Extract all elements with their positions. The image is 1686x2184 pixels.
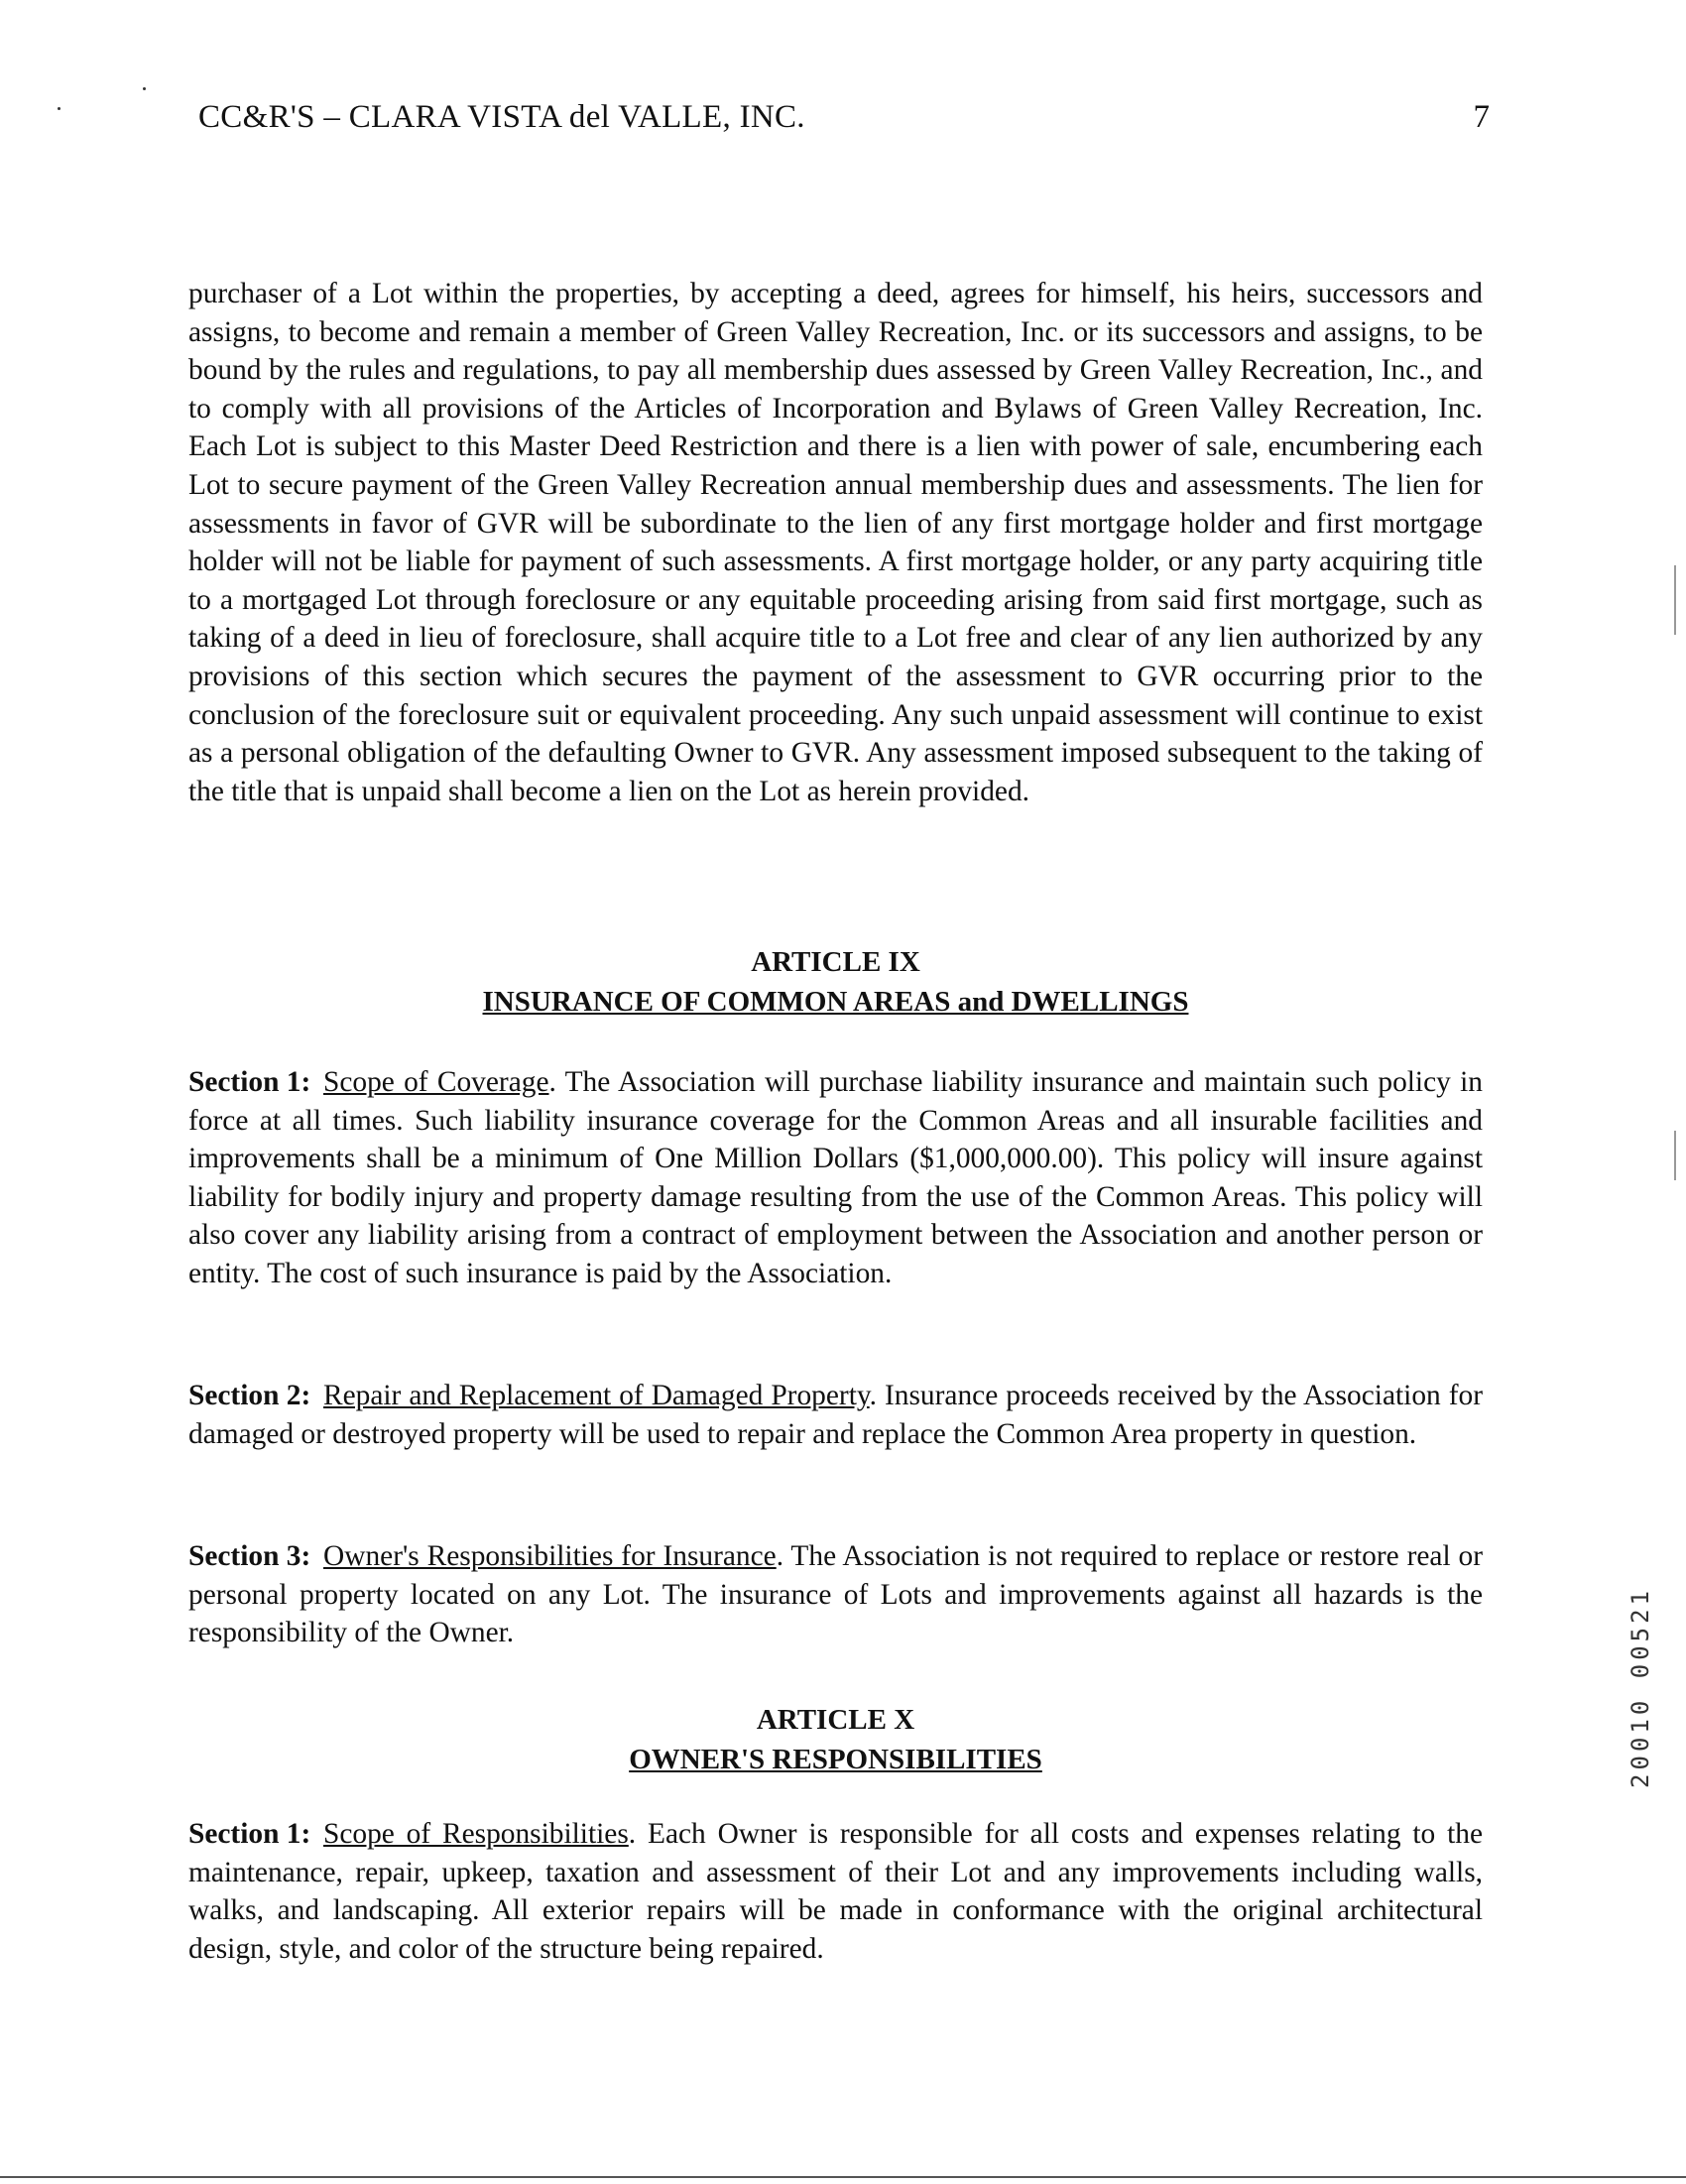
section-label: Section 3: (188, 1540, 311, 1572)
page-number: 7 (1473, 99, 1490, 135)
recording-number-stamp (1626, 1587, 1656, 1865)
page-header (198, 99, 1490, 149)
scan-bottom-edge (0, 2176, 1686, 2178)
article-ix-subtitle: INSURANCE OF COMMON AREAS and DWELLINGS (482, 986, 1189, 1018)
section-title: Repair and Replacement of Damaged Property (323, 1380, 870, 1411)
section-title: Scope of Responsibilities (323, 1818, 629, 1850)
article-x-heading (188, 1700, 1483, 1779)
section-title: Scope of Coverage (323, 1066, 549, 1098)
article-ix-section-1 (188, 1063, 1483, 1293)
article-ix-heading (188, 942, 1483, 1022)
recording-number: 20010 00521 (1626, 1587, 1654, 1788)
continued-paragraph: purchaser of a Lot within the properties, by accepting a deed, agrees for himself, his heirs, successors and assigns, to become and remain a member of Green Valley Recreation, Inc. or its successors and assigns, to be bound by the rules and regulations, to pay all membership dues assessed by Green Valley Recreation, Inc., and to comply with all provisions of the Articles of Incorporation and Bylaws of Green Valley Recreation, Inc. Each Lot is subject to this Master Deed Restriction and there is a lien with power of sale, encumbering each Lot to secure payment of the Green Valley Recreation annual membership dues and assessments. The lien for assessments in favor of GVR will be subordinate to the lien of any first mortgage holder and first mortgage holder will not be liable for payment of such assessments. A first mortgage holder, or any party acquiring title to a mortgaged Lot through foreclosure or any equitable proceeding arising from said first mortgage, such as taking of a deed in lieu of foreclosure, shall acquire title to a Lot free and clear of any lien authorized by any provisions of this section which secures the payment of the assessment to GVR occurring prior to the conclusion of the foreclosure suit or equivalent proceeding. Any such unpaid assessment will continue to exist as a personal obligation of the defaulting Owner to GVR. Any assessment imposed subsequent to the taking of the title that is unpaid shall become a lien on the Lot as herein provided. (188, 278, 1483, 807)
section-text: . The Association is not required to replace or restore real or personal property located on any Lot. The insurance of Lots and improvements against all hazards is the responsibility of the Owner. (188, 1540, 1483, 1649)
article-ix-section-3 (188, 1537, 1483, 1652)
scan-speck (58, 107, 60, 110)
article-x-title: ARTICLE X (756, 1704, 915, 1736)
article-ix-title: ARTICLE IX (751, 946, 920, 978)
article-ix-section-2 (188, 1377, 1483, 1453)
section-text: . Insurance proceeds received by the Association for damaged or destroyed property will be used to repair and replace the Common Area property in question. (188, 1380, 1483, 1450)
margin-scan-mark (1674, 565, 1676, 635)
article-x-section-1 (188, 1815, 1483, 1968)
header-title: CC&R'S – CLARA VISTA del VALLE, INC. (198, 99, 805, 135)
section-label: Section 1: (188, 1066, 311, 1098)
margin-scan-mark (1674, 1131, 1676, 1180)
section-text: . Each Owner is responsible for all costs and expenses relating to the maintenance, repair, upkeep, taxation and assessment of their Lot and any improvements including walls, walks, and landscaping. All exterior repairs will be made in conformance with the original architectural design, style, and color of the structure being repaired. (188, 1818, 1483, 1965)
article-x-subtitle: OWNER'S RESPONSIBILITIES (629, 1744, 1042, 1775)
section-text: . The Association will purchase liability insurance and maintain such policy in force at all times. Such liability insurance coverage for the Common Areas and all insurable facilities and improvements shall be a minimum of One Million Dollars ($1,000,000.00). This policy will insure against liability for bodily injury and property damage resulting from the use of the Common Areas. This policy will also cover any liability arising from a contract of employment between the Association and another person or entity. The cost of such insurance is paid by the Association. (188, 1066, 1483, 1289)
scan-speck (143, 87, 146, 90)
section-label: Section 1: (188, 1818, 311, 1850)
section-label: Section 2: (188, 1380, 311, 1411)
section-title: Owner's Responsibilities for Insurance (323, 1540, 777, 1572)
